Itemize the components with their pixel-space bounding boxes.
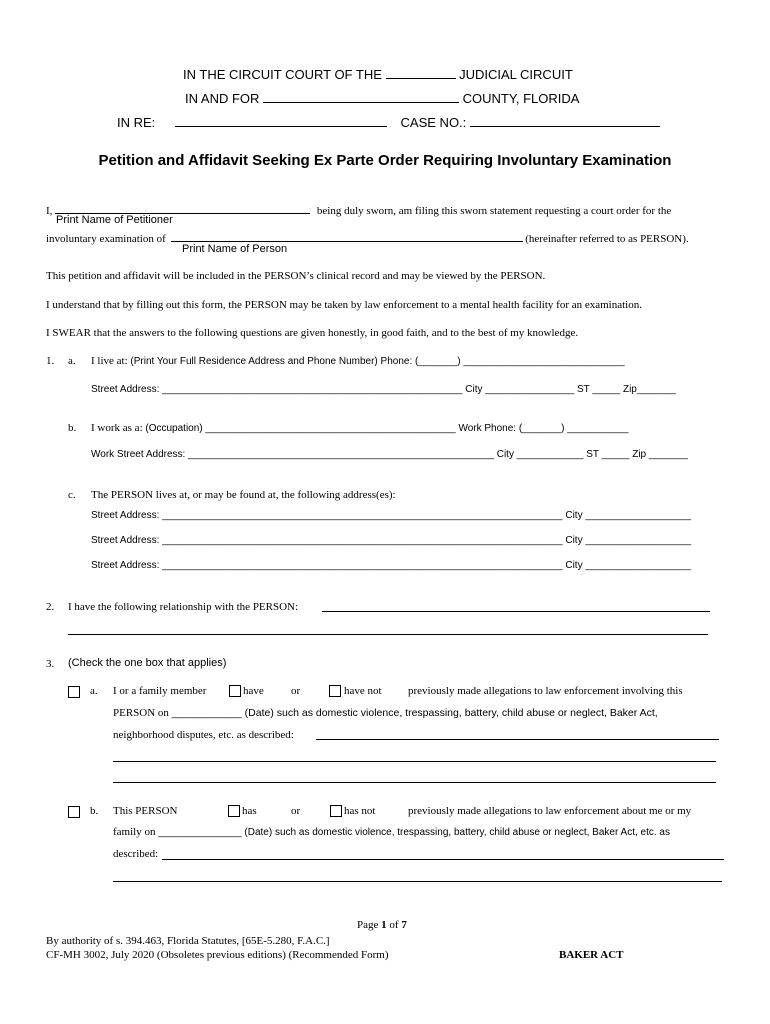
- petitioner-caption: Print Name of Petitioner: [56, 214, 173, 226]
- q1-number: 1.: [46, 355, 55, 367]
- q1a-phone-field[interactable]: (Print Your Full Residence Address and Phone Number) Phone: (_______) _____________________________: [130, 356, 625, 367]
- q3b-checkbox[interactable]: [68, 806, 80, 818]
- page-number: [357, 919, 407, 931]
- q3a-rest-text: previously made allegations to law enforcement involving this: [408, 685, 683, 697]
- q2-text: I have the following relationship with the PERSON:: [68, 601, 299, 613]
- q3a-description-line-2[interactable]: [113, 761, 716, 762]
- q3b-has-not-label: has not: [344, 805, 376, 817]
- judicial-circuit-label: JUDICIAL CIRCUIT: [459, 67, 573, 82]
- case-no-label: CASE NO.:: [400, 115, 467, 130]
- q3b-letter: b.: [90, 805, 99, 817]
- baker-act-label: BAKER ACT: [559, 949, 624, 961]
- q3a-line-2: [113, 707, 658, 719]
- page-of: of: [389, 919, 399, 931]
- q1b-line: [91, 422, 628, 434]
- authority-line: By authority of s. 394.463, Florida Statutes, [65E-5.280, F.A.C.]: [46, 935, 330, 947]
- q3b-described-label: described:: [113, 848, 159, 860]
- q2-relationship-line-2[interactable]: [68, 634, 708, 635]
- q1c-street-address-1[interactable]: Street Address: ________________________________________________________________________ City ___________________: [91, 510, 692, 521]
- q3b-rest-text: previously made allegations to law enforcement about me or my: [408, 805, 692, 817]
- q1c-street-address-2[interactable]: Street Address: ________________________________________________________________________ City ___________________: [91, 535, 692, 546]
- q1a-letter: a.: [68, 355, 76, 367]
- person-caption: Print Name of Person: [182, 243, 288, 255]
- q1b-work-label: I work as a:: [91, 422, 143, 434]
- q3-number: 3.: [46, 658, 55, 670]
- judicial-circuit-field[interactable]: [386, 66, 456, 79]
- county-field[interactable]: [263, 90, 459, 103]
- q1a-line: [91, 355, 625, 367]
- q3b-has-checkbox[interactable]: [228, 805, 240, 817]
- page-total: 7: [401, 919, 407, 931]
- in-re-field[interactable]: [175, 114, 387, 127]
- q1b-letter: b.: [68, 422, 77, 434]
- county-label: COUNTY, FLORIDA: [462, 91, 580, 106]
- q3a-checkbox[interactable]: [68, 686, 80, 698]
- q3a-have-checkbox[interactable]: [229, 685, 241, 697]
- hereinafter-text: (hereinafter referred to as PERSON).: [525, 233, 689, 245]
- page-prefix: Page: [357, 919, 379, 931]
- header-line-2: [185, 90, 579, 106]
- q3b-line-2: [113, 826, 670, 838]
- para-law-enforcement: I understand that by filling out this form, the PERSON may be taken by law enforcement to a mental health facility for an examination.: [46, 299, 642, 311]
- q3a-have-not-checkbox[interactable]: [329, 685, 341, 697]
- person-name-field[interactable]: [171, 229, 523, 242]
- i-label: I,: [46, 205, 53, 217]
- q1a-street-address[interactable]: Street Address: ______________________________________________________ City ________________ ST _____ Zip_______: [91, 384, 676, 395]
- header-line-1: [183, 66, 573, 82]
- q1a-live-label: I live at:: [91, 355, 128, 367]
- q3b-description-line-1[interactable]: [162, 859, 724, 860]
- case-no-field[interactable]: [470, 114, 660, 127]
- court-label: IN THE CIRCUIT COURT OF THE: [183, 67, 382, 82]
- sworn-text: being duly sworn, am filing this sworn statement requesting a court order for the: [316, 205, 672, 217]
- q1b-work-street-address[interactable]: Work Street Address: _______________________________________________________ City ____________ ST _____ Zip _______: [91, 449, 688, 460]
- exam-of-label: involuntary examination of: [46, 233, 166, 245]
- q3b-has-label: has: [242, 805, 257, 817]
- exam-of-line: [46, 229, 689, 245]
- q3a-have-not-label: have not: [344, 685, 382, 697]
- q3b-date-field[interactable]: _______________ (Date) such as domestic violence, trespassing, battery, child abuse or neglect, Baker Act, etc. as: [158, 827, 670, 838]
- q3a-description-line-1[interactable]: [316, 739, 719, 740]
- q3a-or-label: or: [291, 685, 301, 697]
- page-title: Petition and Affidavit Seeking Ex Parte Order Requiring Involuntary Examination: [98, 152, 672, 169]
- q1c-street-address-3[interactable]: Street Address: ________________________________________________________________________ City ___________________: [91, 560, 692, 571]
- q1c-text: The PERSON lives at, or may be found at, the following address(es):: [91, 489, 396, 501]
- petitioner-name-field[interactable]: [55, 201, 310, 214]
- q1c-letter: c.: [68, 489, 76, 501]
- q1b-occupation-field[interactable]: (Occupation) _____________________________________________ Work Phone: (_______) ___________: [145, 423, 629, 434]
- q3b-has-not-checkbox[interactable]: [330, 805, 342, 817]
- para-swear: I SWEAR that the answers to the following questions are given honestly, in good faith, and to the best of my knowledge.: [46, 327, 579, 339]
- in-and-for-label: IN AND FOR: [185, 91, 260, 106]
- q3a-letter: a.: [90, 685, 98, 697]
- q3a-description-line-3[interactable]: [113, 782, 716, 783]
- q3b-or-label: or: [291, 805, 301, 817]
- q3b-family-on-label: family on: [113, 826, 156, 838]
- para-clinical-record: This petition and affidavit will be included in the PERSON’s clinical record and may be viewed by the PERSON.: [46, 270, 546, 282]
- in-re-label: IN RE:: [117, 115, 156, 130]
- form-id-line: CF-MH 3002, July 2020 (Obsoletes previous editions) (Recommended Form): [46, 949, 389, 961]
- header-line-3: [117, 114, 660, 130]
- q3a-person-on-label: PERSON on: [113, 707, 169, 719]
- q3-instruction: (Check the one box that applies): [68, 657, 227, 669]
- q2-number: 2.: [46, 601, 55, 613]
- q3a-who: I or a family member: [113, 685, 207, 697]
- page-current: 1: [381, 919, 387, 931]
- q2-relationship-line-1[interactable]: [322, 611, 710, 612]
- q3b-who: This PERSON: [113, 805, 178, 817]
- q3a-have-label: have: [243, 685, 264, 697]
- q3a-described-label: neighborhood disputes, etc. as described:: [113, 729, 294, 741]
- q3a-date-field[interactable]: ____________ (Date) such as domestic violence, trespassing, battery, child abuse or neglect, Baker Act,: [171, 707, 658, 719]
- q3b-description-line-2[interactable]: [113, 881, 722, 882]
